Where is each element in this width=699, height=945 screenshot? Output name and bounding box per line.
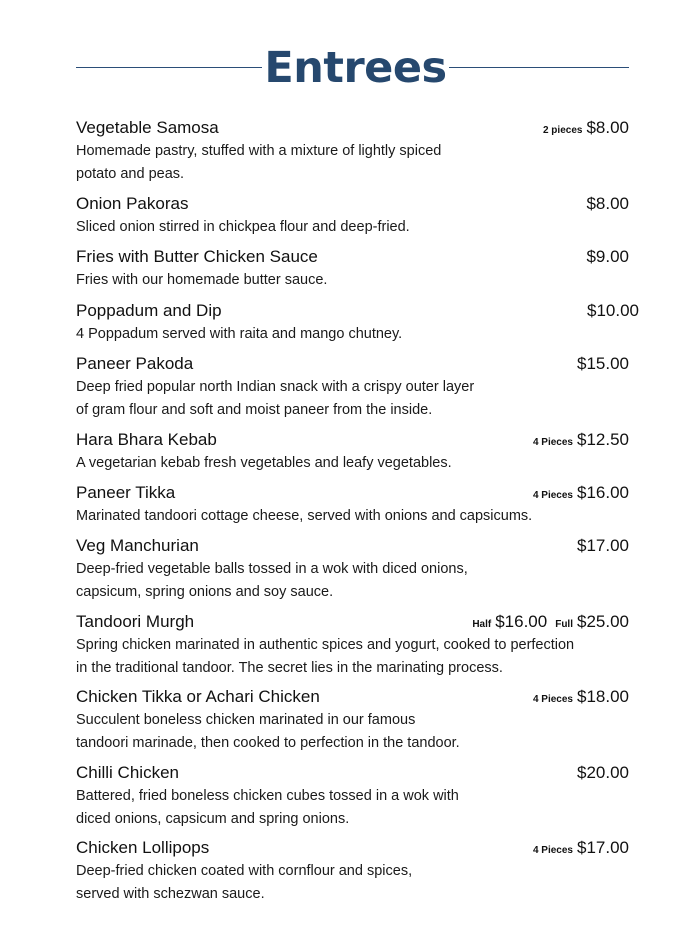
menu-item-header — [76, 535, 629, 557]
menu-item — [76, 611, 629, 679]
menu-item-header — [76, 300, 639, 322]
menu-item-prices — [577, 535, 629, 558]
portion-label: 4 Pieces — [532, 490, 573, 501]
menu-item-description — [76, 505, 629, 528]
portion-label: 4 Pieces — [532, 437, 573, 448]
menu-header — [76, 40, 629, 96]
menu-item — [76, 482, 629, 528]
menu-item-name: Onion Pakoras — [76, 194, 189, 213]
menu-item — [76, 300, 639, 346]
menu-item-prices — [533, 837, 629, 862]
menu-item-header — [76, 193, 629, 215]
menu-item-price: $17.00 — [577, 536, 629, 555]
portion-label: 2 pieces — [542, 125, 583, 136]
description-line: potato and peas. — [76, 165, 185, 182]
menu-item-prices — [586, 246, 629, 269]
portion-label: 4 Pieces — [532, 845, 573, 856]
menu-item-description — [76, 709, 629, 754]
menu-item-header — [76, 837, 629, 859]
description-line: Homemade pastry, stuffed with a mixture of lightly spiced — [76, 143, 442, 159]
menu-item — [76, 762, 629, 830]
menu-item-prices — [577, 762, 629, 785]
menu-item-prices — [543, 117, 629, 142]
menu-item-name: Chicken Tikka or Achari Chicken — [76, 687, 320, 706]
description-line: Marinated tandoori cottage cheese, served with onions and capsicums. — [76, 508, 533, 524]
menu-item — [76, 837, 629, 905]
menu-item — [76, 353, 629, 421]
description-line: Sliced onion stirred in chickpea flour and deep-fried. — [76, 219, 410, 235]
menu-item-price: $16.00 — [495, 612, 548, 631]
menu-item-header — [76, 611, 629, 633]
menu-item-price: $15.00 — [577, 354, 629, 373]
description-line: Deep fried popular north Indian snack with a crispy outer layer — [76, 379, 475, 395]
menu-item-description — [76, 558, 629, 603]
menu-item-header — [76, 762, 629, 784]
menu-item-price: $9.00 — [586, 247, 629, 266]
description-line: A vegetarian kebab fresh vegetables and leafy vegetables. — [76, 455, 452, 471]
menu-item-name: Vegetable Samosa — [76, 118, 219, 137]
menu-item-description — [76, 634, 629, 679]
menu-item — [76, 117, 629, 185]
menu-item-prices — [533, 482, 629, 507]
menu-item-name: Tandoori Murgh — [76, 612, 195, 631]
menu-item-prices — [577, 353, 629, 376]
menu-item-prices — [533, 429, 629, 454]
portion-label: Full — [555, 619, 573, 630]
menu-item-price: $8.00 — [586, 118, 629, 137]
menu-item — [76, 429, 629, 475]
menu-item-prices — [533, 686, 629, 711]
menu-item-price: $25.00 — [577, 612, 629, 631]
menu-item — [76, 246, 629, 292]
description-line: capsicum, spring onions and soy sauce. — [76, 583, 334, 600]
menu-item-description — [76, 452, 629, 475]
menu-item-name: Veg Manchurian — [76, 536, 199, 555]
menu-item-header — [76, 353, 629, 375]
description-line: Deep-fried chicken coated with cornflour and spices, — [76, 863, 413, 879]
description-line: of gram flour and soft and moist paneer from the inside. — [76, 401, 433, 418]
menu-item-name: Chilli Chicken — [76, 763, 179, 782]
menu-item-header — [76, 117, 629, 139]
portion-label: 4 Pieces — [532, 694, 573, 705]
menu-item-prices — [586, 193, 629, 216]
menu-item-name: Paneer Pakoda — [76, 354, 194, 373]
menu-item-header — [76, 429, 629, 451]
menu-item-price: $18.00 — [577, 687, 629, 706]
menu-item-header — [76, 686, 629, 708]
header-rule-right — [449, 67, 629, 68]
description-line: in the traditional tandoor. The secret lies in the marinating process. — [76, 659, 503, 676]
menu-item-name: Paneer Tikka — [76, 483, 176, 502]
description-line: Deep-fried vegetable balls tossed in a wok with diced onions, — [76, 561, 468, 577]
menu-item-name: Poppadum and Dip — [76, 301, 222, 320]
description-line: Spring chicken marinated in authentic spices and yogurt, cooked to perfection — [76, 637, 575, 653]
menu-item-price: $12.50 — [577, 430, 629, 449]
menu-item-price: $20.00 — [577, 763, 629, 782]
menu-item-price: $17.00 — [577, 838, 629, 857]
page-title: Entrees — [264, 43, 447, 93]
menu-item-name: Fries with Butter Chicken Sauce — [76, 247, 318, 266]
menu-item-header — [76, 482, 629, 504]
portion-label: Half — [472, 619, 492, 630]
menu-item — [76, 686, 629, 754]
description-line: tandoori marinade, then cooked to perfection in the tandoor. — [76, 734, 460, 751]
description-line: Battered, fried boneless chicken cubes tossed in a wok with — [76, 788, 459, 804]
menu-item-description — [76, 785, 629, 830]
description-line: 4 Poppadum served with raita and mango chutney. — [76, 326, 403, 342]
menu-item-description — [76, 376, 629, 421]
menu-item-price: $8.00 — [586, 194, 629, 213]
menu-item-price: $10.00 — [587, 301, 639, 320]
description-line: served with schezwan sauce. — [76, 885, 265, 902]
header-rule-left — [76, 67, 262, 68]
menu-item-description — [76, 860, 629, 905]
menu-item-name: Hara Bhara Kebab — [76, 430, 217, 449]
description-line: diced onions, capsicum and spring onions. — [76, 810, 350, 827]
description-line: Fries with our homemade butter sauce. — [76, 272, 328, 288]
menu-item — [76, 535, 629, 603]
menu-item-description — [76, 216, 629, 239]
menu-item-prices — [587, 300, 639, 323]
menu-item-name: Chicken Lollipops — [76, 838, 210, 857]
menu-item-header — [76, 246, 629, 268]
menu-item-description — [76, 140, 629, 185]
menu-item-prices — [472, 611, 629, 636]
menu-item-price: $16.00 — [577, 483, 629, 502]
menu-item-description — [76, 269, 629, 292]
menu-item-description — [76, 323, 629, 346]
menu-item — [76, 193, 629, 239]
description-line: Succulent boneless chicken marinated in our famous — [76, 712, 416, 728]
